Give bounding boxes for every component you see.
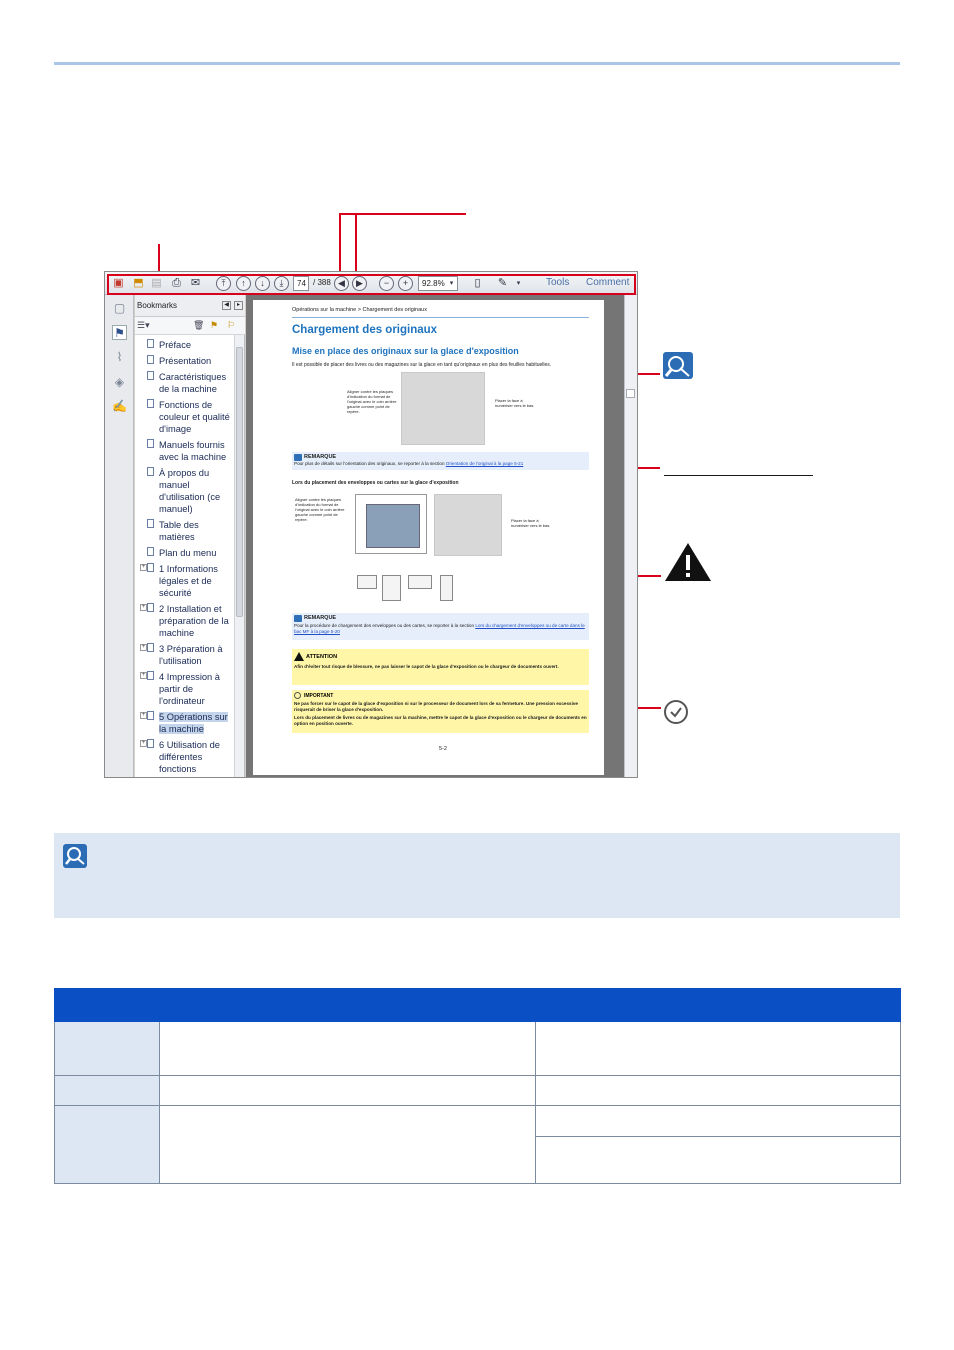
- table-header-cell: [55, 989, 160, 1022]
- first-page-icon[interactable]: ⤒: [216, 276, 231, 291]
- bookmark-item[interactable]: [141, 563, 233, 599]
- fig1-right-label: Placer la face à numériser vers le bas.: [495, 398, 535, 408]
- bookmark-page-icon: [147, 603, 154, 612]
- bookmark-label: 1 Informations légales et de sécurité: [159, 564, 218, 598]
- figure-glass-placement: [401, 372, 485, 445]
- envelope-3: [408, 575, 432, 589]
- prev-page-icon[interactable]: ↑: [236, 276, 251, 291]
- bookmark-item[interactable]: [141, 603, 233, 639]
- signature-icon[interactable]: ✍: [112, 399, 127, 413]
- table-row: [55, 1106, 901, 1137]
- create-pdf-icon[interactable]: ▣: [113, 277, 124, 289]
- collapse-panel-icon[interactable]: ◀: [222, 301, 231, 310]
- bookmark-label: Table des matières: [159, 520, 199, 542]
- important-text-1: Ne pas forcer sur le capot de la glace d'exposition ni sur le processeur de document lors de sa fermeture. Une pression excessive risquerait de briser la glace d'exposition.: [294, 701, 578, 712]
- sign-icon[interactable]: ✎: [497, 277, 508, 289]
- expand-icon[interactable]: +: [141, 644, 146, 650]
- document-page: [253, 300, 604, 775]
- section2-heading: Lors du placement des enveloppes ou cartes sur la glace d'exposition: [292, 480, 459, 486]
- note-icon: [63, 844, 87, 868]
- document-scrollbar[interactable]: [624, 295, 637, 777]
- expand-icon[interactable]: +: [141, 564, 146, 570]
- bookmark-page-icon: [147, 355, 154, 364]
- bookmark-label: 3 Préparation à l'utilisation: [159, 644, 223, 666]
- top-rule: [54, 62, 900, 65]
- zoom-dropdown-icon[interactable]: ▾: [449, 280, 454, 287]
- bookmark-page-icon: [147, 467, 154, 476]
- callout-line-nav-top: [339, 213, 466, 215]
- bookmark-item[interactable]: [141, 739, 233, 775]
- bookmark-page-icon: [147, 371, 154, 380]
- bookmark-label: 4 Impression à partir de l'ordinateur: [159, 672, 220, 706]
- important-text-2: Lors du placement de livres ou de magazines sur la machine, mettre le capot de la glace d'exposition ou le chargeur de documents en option en position ouverte.: [294, 715, 587, 726]
- callout-line-nav-right: [355, 213, 357, 277]
- bookmark-item[interactable]: [141, 547, 233, 559]
- bookmarks-list: [141, 339, 233, 778]
- bookmark-item[interactable]: [141, 439, 233, 463]
- previous-view-icon[interactable]: ◀: [334, 276, 349, 291]
- viewer-toolbar: [105, 272, 637, 295]
- bookmark-label: Plan du menu: [159, 548, 217, 558]
- bookmark-item[interactable]: [141, 671, 233, 707]
- bookmarks-scroll-thumb[interactable]: [236, 347, 243, 617]
- link-example-underline: [664, 475, 813, 476]
- bookmark-item[interactable]: [141, 355, 233, 367]
- expand-bookmark-icon[interactable]: ⚐: [227, 320, 236, 330]
- important-check-icon: [294, 692, 301, 699]
- attachment-icon[interactable]: ⌇: [116, 350, 123, 364]
- note2-label: REMARQUE: [304, 615, 337, 621]
- page-total: / 388: [313, 278, 331, 287]
- table-cell: [159, 1106, 536, 1184]
- envelope-4: [440, 575, 453, 601]
- note2-body: Pour la procédure de chargement des enveloppes ou des cartes, se reporter à la section: [294, 623, 475, 628]
- note-icon: [294, 454, 302, 461]
- page-breadcrumb: Opérations sur la machine > Chargement des originaux: [292, 307, 427, 313]
- figure-machine-open: [434, 494, 502, 556]
- bookmark-item[interactable]: [141, 339, 233, 351]
- pdf-viewer-screenshot: [104, 271, 638, 778]
- bookmarks-title: Bookmarks: [137, 301, 178, 310]
- note-icon: [294, 615, 302, 622]
- attention-box: [292, 649, 589, 685]
- email-icon[interactable]: ✉: [190, 277, 201, 289]
- table-cell: [536, 1137, 901, 1184]
- note-box-2: [292, 613, 589, 640]
- bookmark-label: Manuels fournis avec la machine: [159, 440, 227, 462]
- breadcrumb-rule: [292, 317, 589, 318]
- table-cell: [55, 1022, 160, 1076]
- bookmark-item[interactable]: [141, 467, 233, 515]
- page-number-footer: 5-2: [439, 746, 447, 752]
- important-check-icon: [664, 700, 688, 724]
- bookmark-page-icon: [147, 563, 154, 572]
- important-box: [292, 690, 589, 733]
- delete-bookmark-icon[interactable]: 🗑: [193, 320, 205, 330]
- table-cell: [55, 1076, 160, 1106]
- legend-table: [54, 988, 901, 1184]
- bookmarks-panel: [135, 295, 245, 777]
- bookmark-page-icon: [147, 643, 154, 652]
- note-box-1: [292, 452, 589, 470]
- table-header-cell: [159, 989, 536, 1022]
- note1-body: Pour plus de détails sur l'orientation des originaux, se reporter à la section: [294, 461, 445, 466]
- callout-line-nav-left: [339, 213, 341, 277]
- layers-icon[interactable]: ◈: [114, 375, 125, 389]
- next-view-icon[interactable]: ▶: [352, 276, 367, 291]
- table-cell: [159, 1076, 536, 1106]
- bookmark-label: Fonctions de couleur et qualité d'image: [159, 400, 230, 434]
- fit-page-icon[interactable]: ▯: [474, 277, 481, 289]
- table-header-cell: [536, 989, 901, 1022]
- table-cell: [159, 1022, 536, 1076]
- document-scroll-thumb[interactable]: [626, 389, 635, 398]
- save-icon[interactable]: ▤: [151, 277, 162, 289]
- bookmarks-toolbar: [135, 317, 245, 335]
- bookmarks-scrollbar[interactable]: [234, 335, 244, 777]
- table-cell: [536, 1106, 901, 1137]
- expand-icon[interactable]: +: [141, 740, 146, 746]
- note2-link[interactable]: Lors du chargement d'enveloppes ou de carte dans le bac MF à la page 5-20: [294, 623, 585, 634]
- bookmark-label: 2 Installation et préparation de la machine: [159, 604, 229, 638]
- note1-label: REMARQUE: [304, 454, 337, 460]
- bookmark-label: 5 Opérations sur la machine: [159, 712, 228, 734]
- note1-text: [294, 461, 587, 467]
- bookmark-page-icon: [147, 671, 154, 680]
- bookmarks-header: [135, 295, 245, 317]
- important-label: IMPORTANT: [304, 693, 334, 699]
- print-icon[interactable]: ⎙: [172, 277, 181, 289]
- bookmark-item[interactable]: [141, 399, 233, 435]
- bookmark-page-icon: [147, 711, 154, 720]
- expand-icon[interactable]: +: [141, 712, 146, 718]
- bookmark-label: Caractéristiques de la machine: [159, 372, 227, 394]
- note1-link[interactable]: Orientation de l'original à la page 5-21: [445, 461, 524, 466]
- new-bookmark-icon[interactable]: ⚑: [210, 320, 219, 330]
- bookmark-page-icon: [147, 439, 154, 448]
- page-title: Chargement des originaux: [292, 324, 438, 336]
- bookmark-icon[interactable]: ⚑: [112, 325, 127, 340]
- note-box: [54, 833, 900, 918]
- fig2-left-label: Aligner contre les plaques d'indication du format de l'original avec le coin arrière gauche comme point de repère.: [295, 497, 345, 522]
- table-cell: [536, 1022, 901, 1076]
- note-icon: [663, 352, 693, 379]
- bookmark-label: Préface: [159, 340, 192, 350]
- bookmark-page-icon: [147, 399, 154, 408]
- glass-area: [366, 504, 420, 548]
- warning-triangle-icon: [294, 652, 304, 661]
- attention-text: Afin d'éviter tout risque de blessure, ne pas laisser le capot de la glace d'exposition ou le chargeur de documents ouvert.: [294, 664, 559, 669]
- table-cell: [536, 1076, 901, 1106]
- bookmark-label: À propos du manuel d'utilisation (ce manuel): [159, 468, 221, 514]
- sign-dropdown-icon[interactable]: ▾: [516, 280, 521, 287]
- expand-icon[interactable]: +: [141, 672, 146, 678]
- navigation-strip: [105, 295, 134, 777]
- table-cell: [55, 1106, 160, 1184]
- expand-icon[interactable]: +: [141, 604, 146, 610]
- fig2-right-label: Placer la face à numériser vers le bas.: [511, 518, 551, 528]
- bookmark-page-icon: [147, 547, 154, 556]
- table-row: [55, 1076, 901, 1106]
- table-row: [55, 1022, 901, 1076]
- note2-text: [294, 623, 587, 634]
- bookmark-item[interactable]: [141, 711, 233, 735]
- fig1-left-label: Aligner contre les plaques d'indication du format de l'original avec le coin arrière gauche comme point de repère.: [347, 389, 397, 414]
- table-header-row: [55, 989, 901, 1022]
- tools-button[interactable]: Tools: [546, 277, 570, 288]
- bookmark-page-icon: [147, 339, 154, 348]
- bookmark-item[interactable]: [141, 371, 233, 395]
- last-page-icon[interactable]: ⤓: [274, 276, 289, 291]
- zoom-out-icon[interactable]: −: [379, 276, 394, 291]
- envelope-1: [357, 575, 377, 589]
- zoom-select[interactable]: 92.8%: [418, 276, 458, 291]
- bookmark-label: 6 Utilisation de différentes fonctions: [159, 740, 220, 774]
- document-view: [246, 295, 637, 777]
- envelope-2: [382, 575, 401, 601]
- page-intro: Il est possible de placer des livres ou des magazines sur la glace en tant qu'originaux en plus des feuilles habituelles.: [292, 362, 552, 368]
- attention-label: ATTENTION: [306, 654, 338, 660]
- bookmark-item[interactable]: [141, 643, 233, 667]
- pages-icon[interactable]: ▢: [113, 301, 126, 315]
- zoom-in-icon[interactable]: +: [398, 276, 413, 291]
- bookmark-label: Présentation: [159, 356, 212, 366]
- open-icon[interactable]: ⬒: [133, 277, 144, 289]
- page-number-input[interactable]: 74: [293, 276, 309, 291]
- next-page-icon[interactable]: ↓: [255, 276, 270, 291]
- bookmark-item[interactable]: [141, 519, 233, 543]
- close-panel-icon[interactable]: ▸: [234, 301, 243, 310]
- page-subtitle: Mise en place des originaux sur la glace d'exposition: [292, 346, 519, 356]
- bookmark-page-icon: [147, 519, 154, 528]
- comment-button[interactable]: Comment: [586, 277, 630, 288]
- options-icon[interactable]: ☰▾: [137, 320, 150, 330]
- bookmark-page-icon: [147, 739, 154, 748]
- warning-icon: [663, 541, 713, 583]
